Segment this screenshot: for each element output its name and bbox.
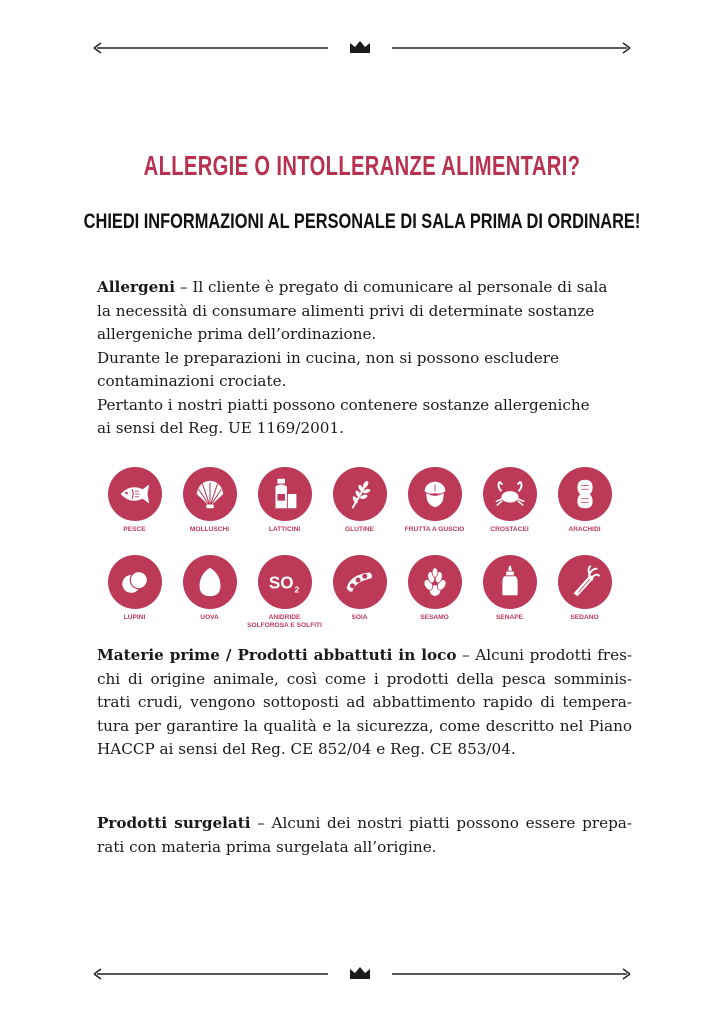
allergen-frutta-a-guscio	[397, 467, 472, 545]
materie-prime-paragraph	[97, 644, 632, 762]
allergen-label: ARACHIDI	[568, 526, 601, 533]
wheat-icon	[341, 475, 379, 513]
milk-icon	[266, 475, 304, 513]
left-arrow-line	[94, 969, 328, 979]
allergen-glutine	[322, 467, 397, 545]
allergen-molluschi	[172, 467, 247, 545]
right-arrow-line	[392, 43, 630, 53]
allergeni-text: ai sensi del Reg. UE 1169/2001.	[97, 419, 344, 437]
surgelati-text: – Alcuni dei nostri piatti possono essere prepa-	[250, 814, 632, 832]
allergeni-text: Pertanto i nostri piatti possono contenere sostanze allergeniche	[97, 395, 590, 414]
allergeni-text: contaminazioni crociate.	[97, 372, 287, 390]
sesame-icon	[416, 563, 454, 601]
allergeni-text: – Il cliente è pregato di comunicare al personale di sala	[175, 278, 608, 296]
allergen-label: ANIDRIDE SOLFOROSA E SOLFITI	[247, 614, 322, 629]
so2-icon	[266, 563, 304, 601]
allergen-sesamo	[397, 555, 472, 633]
allergen-label: SESAMO	[420, 614, 449, 621]
allergen-anidride-solforosa	[247, 555, 322, 633]
materie-text: trati crudi, vengono sottoposti ad abbattimento rapido di tempera-	[97, 693, 632, 711]
materie-text: tura per garantire la qualità e la sicurezza, come descritto nel Piano	[97, 716, 632, 735]
top-divider	[92, 38, 632, 58]
allergen-row-1	[97, 467, 622, 545]
crab-icon	[491, 475, 529, 513]
allergen-latticini	[247, 467, 322, 545]
materie-text: HACCP ai sensi del Reg. CE 852/04 e Reg. CE 853/04.	[97, 740, 516, 758]
fish-icon	[116, 475, 154, 513]
soy-icon	[341, 563, 379, 601]
allergen-uova	[172, 555, 247, 633]
allergen-label: GLUTINE	[345, 526, 374, 533]
allergen-label: CROSTACEI	[490, 526, 529, 533]
allergeni-text: Durante le preparazioni in cucina, non si possono escludere	[97, 348, 560, 367]
page-title: ALLERGIE O INTOLLERANZE ALIMENTARI?	[143, 150, 581, 181]
materie-text: – Alcuni prodotti fres-	[456, 646, 632, 664]
so2-glyph: SO	[268, 573, 294, 593]
allergen-label: SOIA	[351, 614, 368, 621]
mustard-icon	[491, 563, 529, 601]
allergen-sedano	[547, 555, 622, 633]
bottom-divider	[92, 964, 632, 984]
so2-subscript: 2	[294, 584, 299, 595]
materie-text: chi di origine animale, così come i prodotti della pesca somminis-	[97, 669, 632, 688]
allergen-label: LATTICINI	[268, 526, 301, 533]
allergeni-label: Allergeni	[97, 278, 176, 296]
peanut-icon	[566, 475, 604, 513]
surgelati-label: Prodotti surgelati	[97, 814, 251, 832]
allergen-soia	[322, 555, 397, 633]
egg-icon	[191, 563, 229, 601]
crown-icon	[350, 967, 370, 979]
crown-icon	[350, 41, 370, 53]
surgelati-paragraph	[97, 812, 632, 859]
surgelati-text: rati con materia prima surgelata all’origine.	[97, 837, 437, 856]
page-subtitle: CHIEDI INFORMAZIONI AL PERSONALE DI SALA PRIMA DI ORDINARE!	[83, 210, 641, 233]
nut-icon	[416, 475, 454, 513]
allergeni-text: la necessità di consumare alimenti privi di determinate sostanze	[97, 301, 595, 320]
right-arrow-line	[392, 969, 630, 979]
allergen-row-2	[97, 555, 622, 633]
allergen-label: SENAPE	[495, 614, 524, 621]
allergen-lupini	[97, 555, 172, 633]
shell-icon	[191, 475, 229, 513]
allergen-arachidi	[547, 467, 622, 545]
allergen-icons-grid	[97, 467, 622, 633]
left-arrow-line	[94, 43, 328, 53]
allergen-crostacei	[472, 467, 547, 545]
allergen-label: LUPINI	[123, 614, 146, 621]
allergen-label: FRUTTA A GUSCIO	[404, 526, 465, 533]
materie-label: Materie prime / Prodotti abbattuti in loco	[97, 646, 457, 664]
allergen-senape	[472, 555, 547, 633]
allergen-label: MOLLUSCHI	[189, 526, 230, 533]
allergen-pesce	[97, 467, 172, 545]
allergen-label: SEDANO	[570, 614, 599, 621]
allergeni-text: allergeniche prima dell’ordinazione.	[97, 325, 377, 343]
allergen-label: PESCE	[123, 526, 146, 533]
allergen-label: UOVA	[200, 614, 219, 621]
celery-icon	[566, 563, 604, 601]
lupin-icon	[116, 563, 154, 601]
allergeni-paragraph	[97, 276, 632, 441]
